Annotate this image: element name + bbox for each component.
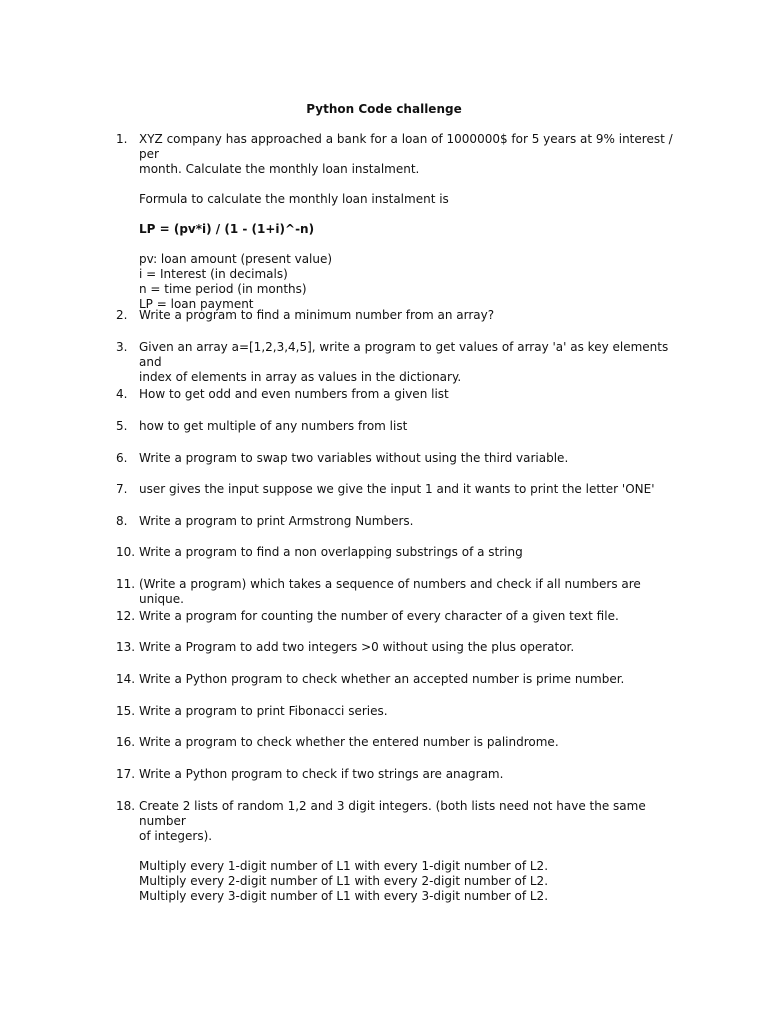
- page-title: Python Code challenge: [306, 102, 462, 116]
- formula-intro: Formula to calculate the monthly loan instalment is: [139, 192, 449, 206]
- item-text-line: user gives the input suppose we give the input 1 and it wants to print the letter 'ONE': [139, 482, 655, 496]
- item-number: 5.: [116, 419, 128, 433]
- formula: LP = (pv*i) / (1 - (1+i)^-n): [139, 222, 315, 236]
- item-text-line: how to get multiple of any numbers from list: [139, 419, 408, 433]
- item-text-line: Create 2 lists of random 1,2 and 3 digit integers. (both lists need not have the same number: [139, 799, 646, 828]
- item-number: 2.: [116, 308, 128, 322]
- list-item: [116, 609, 676, 624]
- list-item: [116, 577, 676, 607]
- item-text-line: Write a program to print Fibonacci series.: [139, 704, 388, 718]
- item-text-line: Write a program to find a minimum number from an array?: [139, 308, 495, 322]
- item-number: 18.: [116, 799, 136, 813]
- list-item: [116, 132, 676, 312]
- item-number: 7.: [116, 482, 128, 496]
- list-item: [116, 308, 676, 323]
- item-text-line: Write a program to find a non overlapping substrings of a string: [139, 545, 523, 559]
- item-text-line: Given an array a=[1,2,3,4,5], write a program to get values of array 'a' as key elements and: [139, 340, 669, 369]
- item-number: 1.: [116, 132, 128, 146]
- item-number: 8.: [116, 514, 128, 528]
- item-number: 14.: [116, 672, 136, 686]
- list-item: [116, 735, 676, 750]
- item-number: 13.: [116, 640, 136, 654]
- item-text-line: Write a Python program to check whether an accepted number is prime number.: [139, 672, 625, 686]
- list-item: [116, 340, 676, 385]
- item-number: 11.: [116, 577, 136, 591]
- list-item: [116, 767, 676, 782]
- definition-line: pv: loan amount (present value): [139, 252, 333, 266]
- item-number: 4.: [116, 387, 128, 401]
- list-item: [116, 482, 676, 497]
- item-number: 17.: [116, 767, 136, 781]
- item-number: 15.: [116, 704, 136, 718]
- item-text-line: How to get odd and even numbers from a given list: [139, 387, 449, 401]
- item-text-line: month. Calculate the monthly loan instalment.: [139, 162, 420, 176]
- item-text-line: XYZ company has approached a bank for a loan of 1000000$ for 5 years at 9% interest / per: [139, 132, 673, 161]
- item-text-line: Write a program for counting the number of every character of a given text file.: [139, 609, 619, 623]
- item-number: 16.: [116, 735, 136, 749]
- item-text-line: Write a Python program to check if two strings are anagram.: [139, 767, 504, 781]
- list-item: [116, 451, 676, 466]
- list-item: [116, 387, 676, 402]
- list-item: [116, 799, 676, 904]
- item-text-line: Write a program to swap two variables without using the third variable.: [139, 451, 569, 465]
- sub-instruction-line: Multiply every 2-digit number of L1 with every 2-digit number of L2.: [139, 874, 549, 888]
- definition-line: LP = loan payment: [139, 297, 254, 311]
- list-item: [116, 704, 676, 719]
- item-number: 3.: [116, 340, 128, 354]
- item-number: 6.: [116, 451, 128, 465]
- item-number: 12.: [116, 609, 136, 623]
- list-item: [116, 514, 676, 529]
- list-item: [116, 640, 676, 655]
- item-text-line: Write a program to check whether the entered number is palindrome.: [139, 735, 559, 749]
- definition-line: n = time period (in months): [139, 282, 307, 296]
- item-text-line: Write a Program to add two integers >0 without using the plus operator.: [139, 640, 575, 654]
- item-number: 10.: [116, 545, 136, 559]
- sub-instruction-line: Multiply every 1-digit number of L1 with every 1-digit number of L2.: [139, 859, 549, 873]
- sub-instruction-line: Multiply every 3-digit number of L1 with every 3-digit number of L2.: [139, 889, 549, 903]
- item-text-line: index of elements in array as values in the dictionary.: [139, 370, 462, 384]
- definition-line: i = Interest (in decimals): [139, 267, 288, 281]
- list-item: [116, 419, 676, 434]
- item-text-line: of integers).: [139, 829, 213, 843]
- item-text-line: (Write a program) which takes a sequence of numbers and check if all numbers are unique.: [139, 577, 641, 606]
- list-item: [116, 672, 676, 687]
- item-text-line: Write a program to print Armstrong Numbers.: [139, 514, 414, 528]
- list-item: [116, 545, 676, 560]
